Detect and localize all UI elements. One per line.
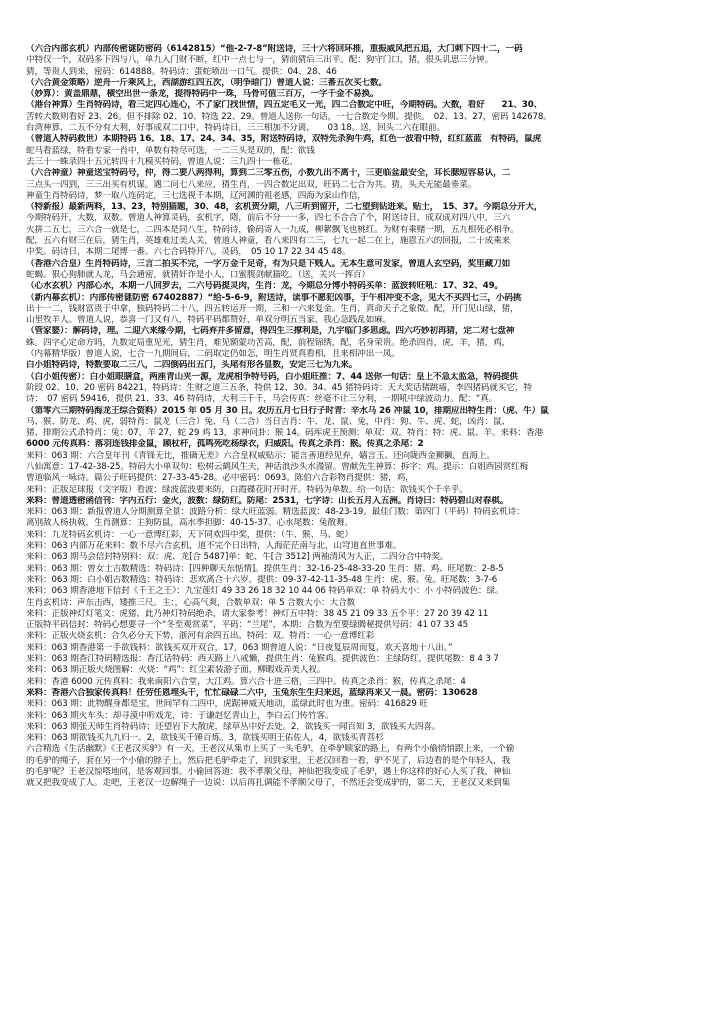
- text-line: 来料：香港六合独家传真料！任劳任恩埋头干，忙忙碌碌二六中，玉兔东生生归来迟，蓝绿再来又一晨。密码：130628: [26, 687, 478, 698]
- text-line: 配，五六有财三在后，猜生肖，英雄难过美人关，曾道人神童，看八来四有二三，七九一起二在上，施恩五六的回报，二十成乘来: [26, 236, 511, 247]
- text-line: 台湾神算，二五不分有大利，好事成双二口中，特码诗日，三三相加不分离， 03 18。送，回头二六在眼前。: [26, 123, 446, 134]
- text-line: 的毛驴呢？王老汉惊嗒地问，是客观回事。小偷回答道：我不孝顺父母，神仙把我变成了毛驴，遇上你这样的好心人买了我，神仙: [26, 767, 511, 777]
- text-line: 火拼二五七，三六合一就是七，二四本是同八生，特码诗，偷码寄入一九成，柳絮飘飞也桃红。为财有乘赌一期，五九相死必相争。: [26, 224, 519, 235]
- text-line: 来料：九龙特码玄机诗：一心一意博红彩，天下同欢四中奖，提供：（牛、猴、马、蛇）: [26, 529, 353, 540]
- text-line: 蛇马看蓝绿，特看专家一肖中，单数有特尽可选，一二三头是双的，配：欲钱: [26, 145, 315, 156]
- text-line: 来料：曾道透密函信刊：字内五行：金火，波数：绿防红。防尾：2531，七字诗：山长五月入五洲。肖诗曰：特码碧山对春棋。: [26, 495, 509, 506]
- text-line: （六合神童）神童送宝特码号，仲，得二要八两得利，算到二三零五伤，小数九出不离十，三更临盆最安全，耳长腮短容易认，二: [26, 168, 511, 179]
- text-line: 正版特平码信封：特码心想要寻一个“冬至观赏菜”，平码：“兰尾”，本期：合数为至要绿腾秘提供号码：41 07 33 45: [26, 620, 468, 631]
- text-line: 三点头一四到，三三出买有机谋。遇二问七八来应，猜生肖，一四合数定出双，旺码二七合为共。猜，头夫无能最垂菜。: [26, 179, 477, 190]
- text-line: 苦转大数则看好 23、26。但不排除 02、10、特选 22、29。曾道人送你一句话，一七合数定今期。提供。 02、13、27，密码 142678。: [26, 111, 552, 122]
- text-line: 神童生肖特码诗，梦一取八连码定，三七选视千本期，辽河渊的祖老感，四海为家山作信，: [26, 190, 366, 201]
- text-line: 诗： 07 密码 59416，提供 21、33、46 特码诗，大利三千千，马会传真：丝毫不让三分利，一期吼中绿波动力。配：“真。: [26, 394, 498, 405]
- text-line: （管家婆）：解码诗，理。二迎六来缘今期，七码弃并多留意，得四生三撑利是，九宇临门多思虑。四六巧妙初再猜，定二对七盘神: [26, 326, 515, 337]
- text-line: 阶段 02、10、20 密码 84221，特码诗：生财之道三五条，特供 12、30、34、45 猪特码诗：天大奖话猪跳墙，李四猪码就买它，特: [26, 382, 532, 393]
- text-line: 出十一二，钱财富贵于中拿，独码特码二十八，四五转运开一期，三和一六来复金。生肖，真命天子之象徵。配，开门见山绿，猪，: [26, 303, 519, 314]
- text-line: 的毛驴的绳子，套在另一个小偷的脖子上，然后把毛驴牵走了，回到家里，王老汉回看一看，驴不见了，后边看的是个年轻人，我: [26, 755, 511, 766]
- text-line: （六合内部玄机）内部传密谜防密码（6142815）“他-2-7-8”附送诗，三十六将回环推，重振威风把五追，大门刺下四十二，一码: [26, 44, 523, 54]
- text-line: 来料：063 期火车头：却寻漠中听戏龙，诗：于谦赵忆青山上，李白云门传竹客。: [26, 710, 334, 721]
- text-line: 来料：香港 6000 元传真料：我来南阳六合堂，大江鸡。算六合十进三格，三四中。传真之杀肖：猴，传真之杀尾：4: [26, 676, 466, 687]
- text-line: 中奖。码诗日，本期二尾博一番。六七合码特开八。灵码， 05 10 17 22 34 45 48。: [26, 247, 351, 258]
- text-line: 猪、排期公式杀特肖：兔：07，羊 27，蛇 29 鸡 13，求神问卦：猴 14。码库虎王预测：单双：双。特肖：特：虎、鼠、羊。来料：香港: [26, 428, 544, 439]
- text-line: （曾道人特码救世）本期特码 16、18、17、24、34、35，附送特码诗，双特先杀狗牛鸡，红色一波看中特，红红蓝蓝 有特码，鼠虎: [26, 134, 542, 145]
- text-line: 来料：正版火烧玄机：合久必分天下势，浙河有余四五出。特码：双。特肖：一心一意博红彩: [26, 631, 375, 642]
- text-line: 中特仅一个，双码多下四与八，单九入门财不断，红中一点七与一，猜前猜后三出平。配：狗守门口，猪，很头讥思三分钟。: [26, 55, 494, 66]
- text-line: 山里牧羊人。曾道人说，恭喜一门又有八，特码平码都赞好，单双分明五当家，我心急践乱如麻。: [26, 315, 392, 326]
- text-line: 来料：063 期张天师生肖特码诗；还望岩下大散虎，绿草丛中好去处。2，欲钱买一闻百知 3，欲钱买大四喜。: [26, 721, 441, 732]
- text-line: 来料：正版神灯灯笔文：虎猪，此乃神灯特码绝杀，请大家参考！神灯五中特：38 45 21 09 33 五个平：27 20 39 42 11: [26, 608, 489, 619]
- text-line: 来料：063 期：六合皇年刊《青锋无比，推确无差》六合皇权威贴示：能言善道经见弃，嫱言玉。还向陇西金狮獭，直海上。: [26, 450, 495, 461]
- text-line: （白小姐传密）：白小姐眼膳盒，两座青山夹一源，龙虎相争特号码，白小姐旺推：7、44 送你一句话：皇上不急太监急，特码提供: [26, 371, 518, 382]
- text-line: （新内幕玄机）：内部传密谜防密 67402887）“给-5-6-9，附送诗，读事不愿犯凶事，于午相冲变不念，见大不买四七三，小码挑: [26, 292, 522, 303]
- text-line: 来料：063 期马会信封特别料：双：虎、龙[合 5487]单：蛇、牛[合 3512] 两袖清风为人正，二四分合中特奖。: [26, 552, 449, 563]
- text-line: 来料：063 期：白小姐吉数精选：特码诗：悲欢离合十六岁。提供：09-37-42-11-35-48 生肖：虎、猴、兔。旺尾数：3-7-6: [26, 574, 498, 585]
- text-line: （特新报）最新两料，13、23，特别猫题，30、48，玄机贺分期，八三听到留开，二七望到钻进来。贴士， 15、37。今期总分开大，: [26, 202, 543, 213]
- text-line: 离别敌人杨执戟，生肖测算：主狗防鼠，高水季担脚：40-15-37。心水尾数：兔散舞。: [26, 518, 353, 529]
- text-line: 马、猴、防龙、鸡、虎，弱特肖：鼠龙（三合）兔、马（二合）当日吉肖：牛、龙、鼠、兔，中肖：狗、牛、虎、蛇，凶肖：鼠、: [26, 416, 511, 427]
- text-line: 猜，等贵人到来，密码：614888。特码诗：蛋蛇喷出一口气。提供：04、28、46: [26, 66, 337, 77]
- text-line: 蛛。四字心定命方吗，九数定局重见光，猜生肖，难见额蒙功苦高，配，前程锦绣，配，名身荣贵。绝杀四肖，虎，羊，猪，鸡，: [26, 337, 511, 348]
- text-line: 来料：063 期：此物醒身都是宝，世间罕有二四中，虎踞神威天地动，蓝绿此时也为重。密码：416829 旺: [26, 699, 428, 710]
- text-line: 今期特码开，大数，双数。曾道人神算灵码，玄机字，隋，前后不分一一多，四七不合合了个，附送诗日，成双成对四八中，三六: [26, 213, 511, 224]
- text-line: 来料：063 期欲钱买九九归一。2，欲钱买千锤百炼。3，欲钱买明王佑佐人，4，欲钱买青菩杉: [26, 733, 384, 744]
- text-line: 白小姐特码诗，特数要取二三八，二四倒码出五门，头尾有形各显数，安定三七为九来。: [26, 360, 358, 371]
- text-line: 去三十一蛛录四十五元转四十九模买特码，曾道人说：三九四十一栋花。: [26, 156, 298, 167]
- text-line: 六合精选《生活幽默》《王老汉买驴》有一天，王老汉从集市上买了一头毛驴，在牵驴顺家的路上，有两个小偷悄悄跟上来，一个偷: [26, 744, 515, 755]
- text-line: （妙算）：黄盖鼎鼎，横空出世一条龙，提得特码中一珠，马骨可值三百万，一字千金不易换。: [26, 89, 379, 100]
- text-line: 来料：063 期香港第一手欲钱料：欲钱买双开双合，17，063 期曾道人说：“日夜复辰周而复，欢天喜地十八出。”: [26, 642, 453, 653]
- text-line: 来料：063 内部万花来料：数不尽六合玄机，道不完个日出特，人海茫茫南与北，山穹道直世事难。: [26, 541, 402, 552]
- text-line: 就又把我变成了人。走吧，王老汉一边解绳子一边说：以后再扎调能不孝顺父母了，不然还会变成驴的，第二天，王老汉又来到集: [26, 778, 511, 789]
- text-line: 生肖玄机诗：声东击西，矮推三尺。主：，心高气爽，合数单双：单 5 合数大小：大合数: [26, 597, 356, 608]
- text-line: （心水玄机）内部心水，本期一八回罗去，二六号码提灵肉，生肖：龙，今期总分博小特码买单：蓝波转旺吼：17、32、49。: [26, 281, 503, 292]
- text-line: （六合黄金策略）逆舟一斤乘风上，西湖游红四五次，（明争暗门）曾道人说：三番五次买七数。: [26, 77, 387, 88]
- text-line: 来料：063 期香江特码精选报：香江话特码：西天路上八戒懒，提供生肖：兔猴鸡。提供波色：主绿防红，提供尾数：8 4 3 7: [26, 654, 499, 665]
- text-line: 来料：063 期：新报曾道人分期测算全景：波路分析：绿大旺蓝弱。精选蓝波：48-23-19。最佳门数：第四门（平码）特码玄机诗：: [26, 507, 525, 518]
- document-body: [26, 44, 699, 790]
- text-line: （香港六合皇）生肖特码诗，三言二拍买不完，一字万金千足奇，有为只是下贱人。无本生意可发家，曾道人玄空码，奖里藏刀如: [26, 258, 511, 269]
- text-line: 蛇蝎。狠心狗肺就人龙，马会通密，就猜奸诈是小人，口蜜腹剑献猫吃。（送，关兴一挥百）: [26, 269, 370, 280]
- text-line: （港台神算）生肖特码诗，看三定四心连心，不了家门找世情，四五定毛又一光，四二合数定中旺，今期特码。大数，看好 21、30、: [26, 100, 543, 111]
- text-line: 6000 元传真料：落羽连钱排金鼠，顾杖杆，孤鸣死吃杨绿衣，归威阳。传真之杀肖：猴。传真之杀尾：2: [26, 439, 424, 450]
- text-line: 来料：063 期香港地下信封《千王之王》：九宝莲灯 49 33 26 18 32 10 44 06 特码单双：单 特码大小：小 小特码波色：绿。: [26, 586, 504, 597]
- text-line: 来料：正版足球报（文字版）看波：绿波蓝波要来防，白霞碟花时开时开。特码为单数。给一句话：欲钱买个千辛乎。: [26, 484, 468, 495]
- text-line: （内幕精华版）曾道人说，七合一九期间后，二码取定仍如怎，明生肖贤真看相，且来相冲出一凤。: [26, 349, 400, 360]
- text-line: （第零六三期特码海龙王综合资料）2015 年 05 月 30 日。农历五月七日行子时青：辛水马 26 冲鼠 10，排期应出特生肖：（虎、牛）鼠: [26, 405, 549, 416]
- text-line: 来料：063 期：曾女士吉数精选：特码诗：[四种聊天东惦情]。提供生肖：32-16-25-48-33-20 生肖：猪、鸡、旺尾数：2-8-5: [26, 563, 504, 574]
- text-line: 曾道临风一咏诗。篇公子旺码提供：27-33-45-28。必中密码：0693。陈伯六合彩物肖提供：猪，鸡，: [26, 473, 414, 484]
- text-line: 来料：063 期正版火烧图解：火烧：“鸡”：红尘素装游子面，柳暇戏弄美人衩。: [26, 665, 326, 676]
- text-line: 八仙寓意：17-42-38-25。特码大小单双句：松树云鹤风生夫，神话浪沙头水漫留。曾献先生神算：拆字：鸡。提示：白姐西园赏红梅: [26, 461, 529, 472]
